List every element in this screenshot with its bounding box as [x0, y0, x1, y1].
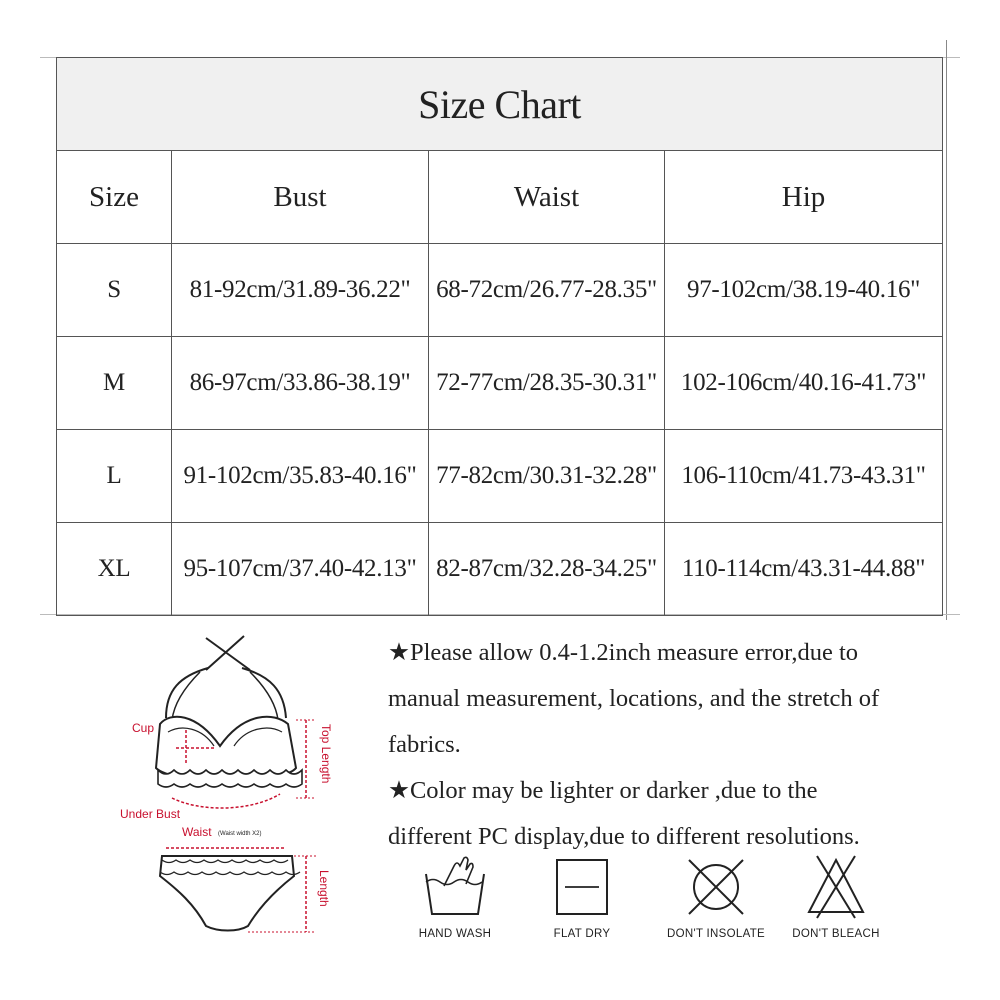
- header-hip: Hip: [665, 151, 943, 244]
- note-line: manual measurement, locations, and the stretch of: [388, 685, 880, 712]
- cell-hip: 102-106cm/40.16-41.73": [665, 337, 943, 430]
- halter-strap-icon: [206, 636, 250, 670]
- header-bust: Bust: [172, 151, 429, 244]
- cell-waist: 77-82cm/30.31-32.28": [429, 430, 665, 523]
- measurement-diagram: [110, 628, 350, 950]
- cell-hip: 110-114cm/43.31-44.88": [665, 523, 943, 616]
- care-label: DON'T INSOLATE: [667, 928, 765, 940]
- top-length-label: Top Length: [319, 724, 333, 784]
- cell-size: M: [57, 337, 172, 430]
- cell-waist: 68-72cm/26.77-28.35": [429, 244, 665, 337]
- do-not-insolate-icon: [681, 852, 751, 922]
- care-label: HAND WASH: [418, 928, 492, 940]
- header-size: Size: [57, 151, 172, 244]
- bikini-bottom-icon: [160, 856, 294, 931]
- cup-label: Cup: [132, 721, 155, 735]
- header-waist: Waist: [429, 151, 665, 244]
- cell-hip: 106-110cm/41.73-43.31": [665, 430, 943, 523]
- table-row: [57, 337, 943, 430]
- table-title: Size Chart: [57, 58, 943, 151]
- length-label: Length: [317, 870, 331, 907]
- care-hand-wash: [395, 852, 515, 940]
- care-flat-dry: [522, 852, 642, 940]
- cell-bust: 95-107cm/37.40-42.13": [172, 523, 429, 616]
- cell-bust: 91-102cm/35.83-40.16": [172, 430, 429, 523]
- hand-wash-icon: [420, 852, 490, 922]
- cell-bust: 86-97cm/33.86-38.19": [172, 337, 429, 430]
- table-header-row: [57, 151, 943, 244]
- bikini-diagram-svg: [110, 628, 350, 950]
- notes-block: [388, 630, 988, 860]
- cell-size: L: [57, 430, 172, 523]
- table-row: [57, 523, 943, 616]
- care-do-not-insolate: [656, 852, 776, 940]
- table-row: [57, 244, 943, 337]
- note-line: fabrics.: [388, 731, 461, 758]
- table-row: [57, 430, 943, 523]
- cell-size: S: [57, 244, 172, 337]
- under-bust-label: Under Bust: [120, 807, 181, 821]
- care-label: DON'T BLEACH: [792, 928, 880, 940]
- cell-hip: 97-102cm/38.19-40.16": [665, 244, 943, 337]
- flat-dry-icon: [547, 852, 617, 922]
- note-line: different PC display,due to different resolutions.: [388, 823, 860, 850]
- note-line: ★Color may be lighter or darker ,due to the: [388, 777, 818, 804]
- care-label: FLAT DRY: [553, 928, 611, 940]
- guide-line-right: [946, 40, 947, 620]
- size-chart-table: [56, 57, 943, 616]
- cell-waist: 82-87cm/32.28-34.25": [429, 523, 665, 616]
- cell-bust: 81-92cm/31.89-36.22": [172, 244, 429, 337]
- waist-note: (Waist width X2): [218, 831, 262, 837]
- do-not-bleach-icon: [801, 852, 871, 922]
- cell-size: XL: [57, 523, 172, 616]
- waist-label: Waist: [182, 825, 212, 839]
- cell-waist: 72-77cm/28.35-30.31": [429, 337, 665, 430]
- note-line: ★Please allow 0.4-1.2inch measure error,due to: [388, 639, 858, 666]
- care-do-not-bleach: [776, 852, 896, 940]
